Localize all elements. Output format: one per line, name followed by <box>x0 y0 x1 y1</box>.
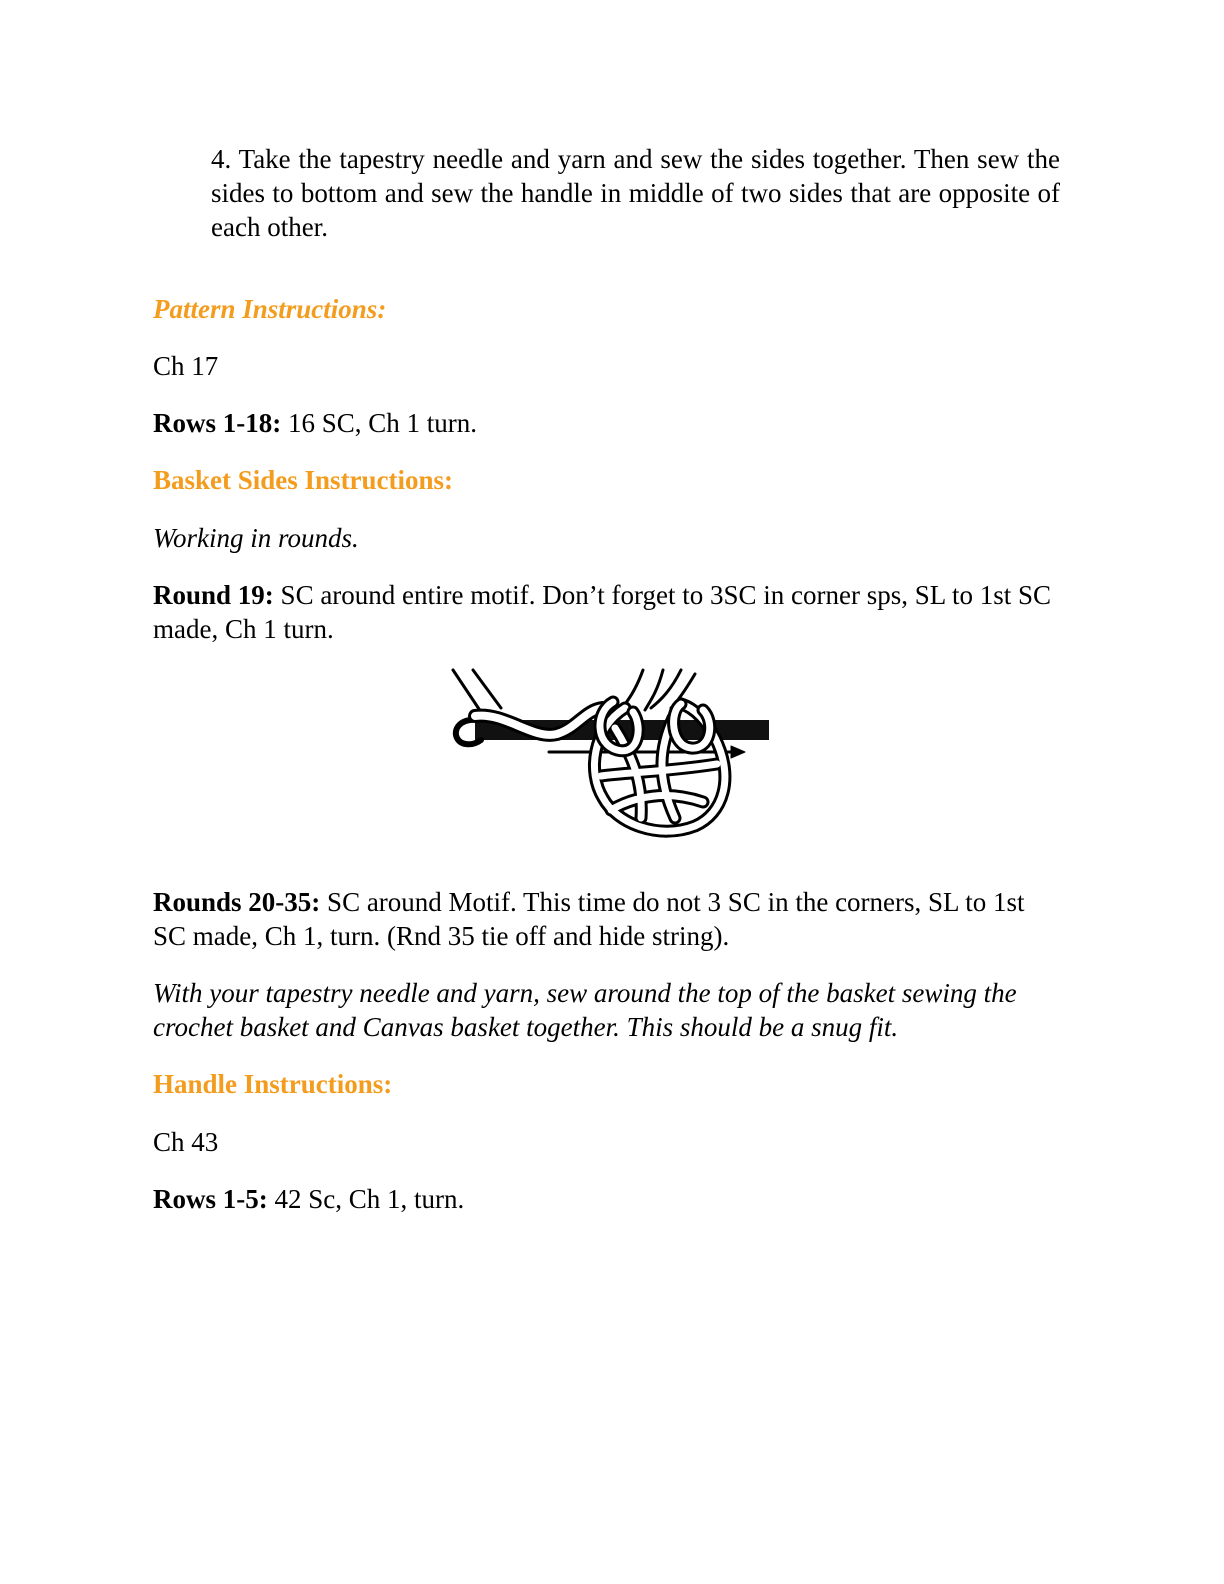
rounds-20-35-label: Rounds 20-35: <box>153 887 321 917</box>
round-19 <box>153 578 1060 646</box>
crochet-hook-stitch-illustration-icon <box>445 668 775 840</box>
rounds-20-35 <box>153 885 1060 953</box>
handle-rows-label: Rows 1-5: <box>153 1184 268 1214</box>
pattern-chain: Ch 17 <box>153 351 219 381</box>
handle-rows <box>153 1182 1060 1216</box>
step-4-text: 4. Take the tapestry needle and yarn and sew the sides together. Then sew the sides to bottom and sew the handle in middle of two sides that are opposite of each other. <box>211 144 1060 242</box>
pattern-rows-text: 16 SC, Ch 1 turn. <box>281 408 478 438</box>
sew-note: With your tapestry needle and yarn, sew around the top of the basket sewing the crochet basket and Canvas basket together. This should be a snug fit. <box>153 978 1017 1042</box>
pattern-heading: Pattern Instructions: <box>153 294 387 324</box>
pattern-rows-label: Rows 1-18: <box>153 408 282 438</box>
handle-chain: Ch 43 <box>153 1127 219 1157</box>
rounds-20-35-text: SC around Motif. This time do not 3 SC in the corners, SL to 1st SC made, Ch 1, turn. (Rnd 35 tie off and hide string). <box>153 887 1025 951</box>
round-19-label: Round 19: <box>153 580 274 610</box>
pattern-rows <box>153 406 1060 440</box>
handle-rows-text: 42 Sc, Ch 1, turn. <box>267 1184 465 1214</box>
handle-heading: Handle Instructions: <box>153 1069 393 1099</box>
round-19-text: SC around entire motif. Don’t forget to 3SC in corner sps, SL to 1st SC made, Ch 1 turn. <box>153 580 1052 644</box>
sides-note: Working in rounds. <box>153 523 359 553</box>
sides-heading: Basket Sides Instructions: <box>153 465 454 495</box>
